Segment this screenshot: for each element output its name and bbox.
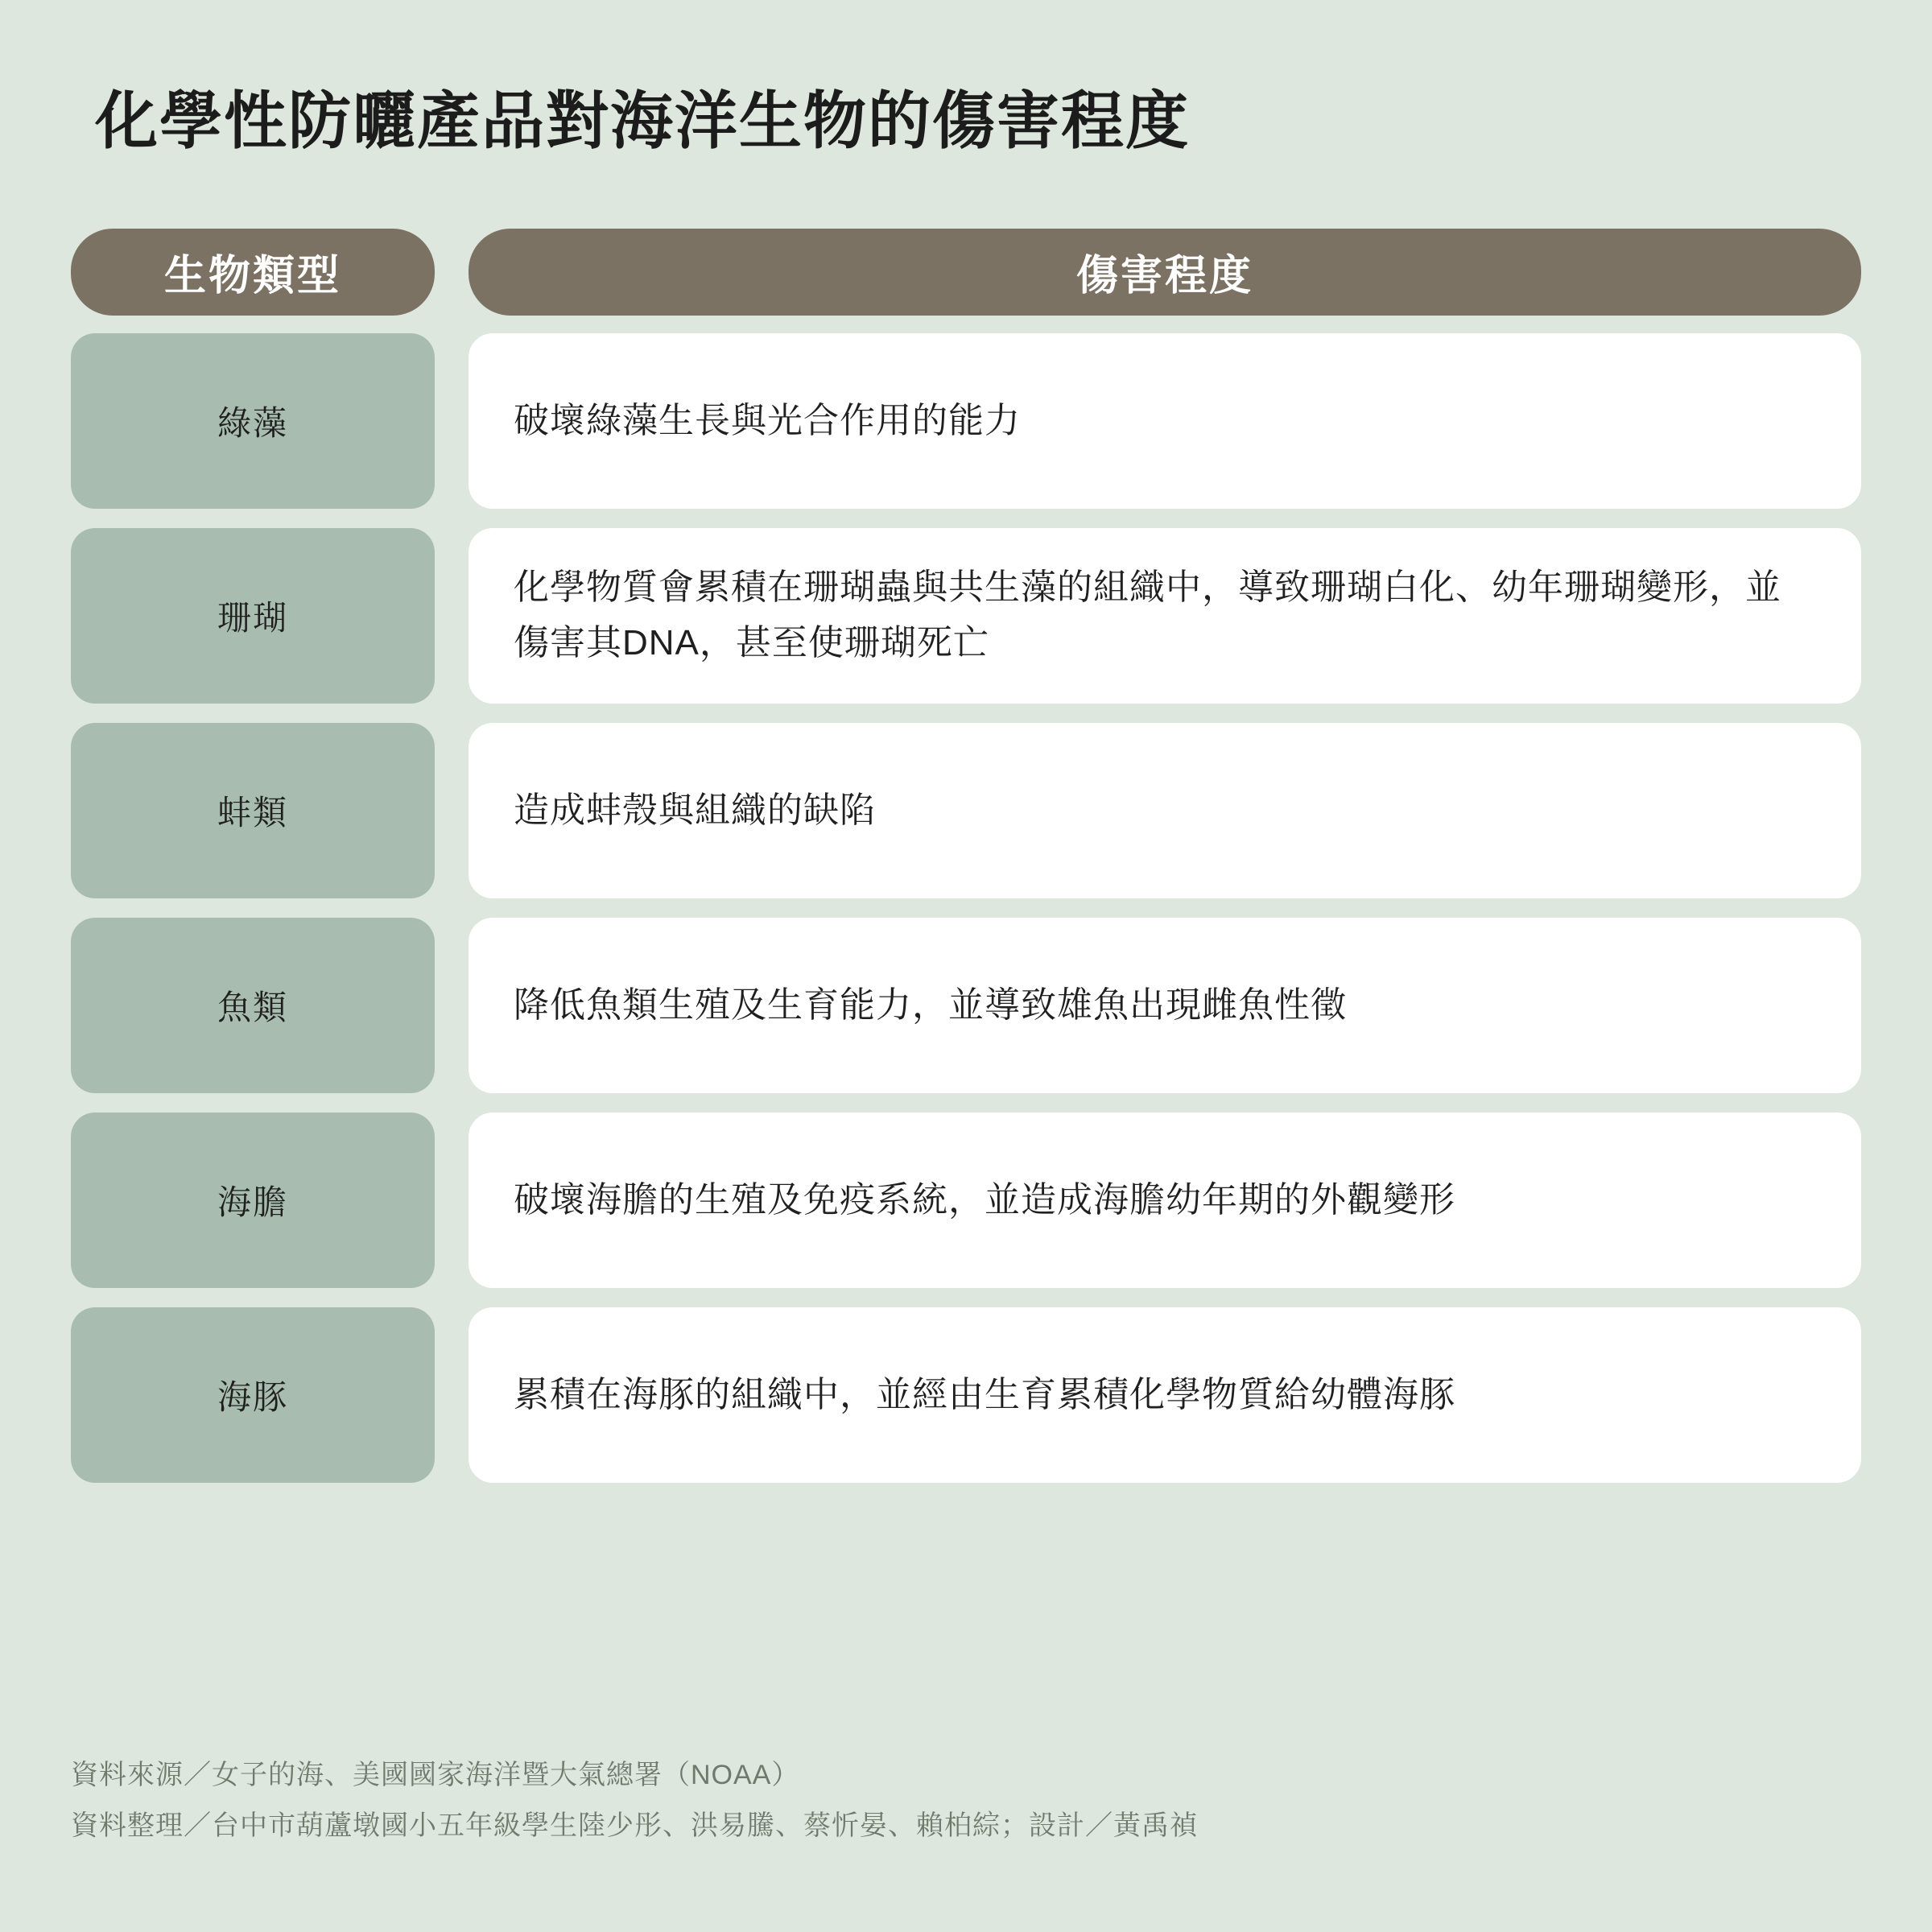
organism-type-label: 海豚 <box>217 1377 288 1416</box>
cell-damage-description <box>469 528 1861 704</box>
table-row <box>71 918 1861 1093</box>
footer <box>71 1750 1198 1852</box>
damage-description-text: 化學物質會累積在珊瑚蟲與共生藻的組織中，導致珊瑚白化、幼年珊瑚變形，並傷害其DNA，甚至使珊瑚死亡 <box>514 568 1781 663</box>
organism-type-label: 魚類 <box>217 988 288 1026</box>
cell-organism-type <box>71 918 435 1093</box>
organism-type-label: 綠藻 <box>217 403 288 442</box>
cell-organism-type <box>71 723 435 898</box>
damage-description-text: 累積在海豚的組織中，並經由生育累積化學物質給幼體海豚 <box>514 1374 1455 1414</box>
cell-organism-type <box>71 1113 435 1288</box>
table-row <box>71 1307 1861 1483</box>
table-row <box>71 528 1861 704</box>
damage-description-text: 降低魚類生殖及生育能力，並導致雄魚出現雌魚性徵 <box>514 985 1347 1025</box>
damage-description-text: 破壞綠藻生長與光合作用的能力 <box>514 400 1021 440</box>
table-body <box>71 333 1861 1483</box>
table-row <box>71 723 1861 898</box>
footer-source: 資料來源／女子的海、美國國家海洋暨大氣總署（NOAA） <box>71 1760 800 1791</box>
footer-credits: 資料整理／台中市葫蘆墩國小五年級學生陸少彤、洪易騰、蔡忻晏、賴柏綜；設計／黃禹禎 <box>71 1810 1198 1842</box>
table-row <box>71 1113 1861 1288</box>
table-header-row <box>71 229 1861 316</box>
cell-organism-type <box>71 333 435 509</box>
header-label-degree: 傷害程度 <box>1075 253 1253 300</box>
header-cell-type <box>71 229 435 316</box>
table-row <box>71 333 1861 509</box>
header-cell-degree <box>469 229 1861 316</box>
cell-damage-description <box>469 918 1861 1093</box>
page-title: 化學性防曬產品對海洋生物的傷害程度 <box>95 85 1191 156</box>
cell-damage-description <box>469 333 1861 509</box>
cell-damage-description <box>469 1307 1861 1483</box>
damage-description-text: 造成蚌殼與組織的缺陷 <box>514 790 876 830</box>
organism-type-label: 珊瑚 <box>217 598 288 637</box>
cell-organism-type <box>71 1307 435 1483</box>
cell-damage-description <box>469 723 1861 898</box>
organism-type-label: 蚌類 <box>217 793 288 832</box>
header-label-type: 生物類型 <box>163 253 341 300</box>
damage-description-text: 破壞海膽的生殖及免疫系統，並造成海膽幼年期的外觀變形 <box>514 1179 1455 1220</box>
organism-type-label: 海膽 <box>217 1183 288 1221</box>
cell-organism-type <box>71 528 435 704</box>
cell-damage-description <box>469 1113 1861 1288</box>
